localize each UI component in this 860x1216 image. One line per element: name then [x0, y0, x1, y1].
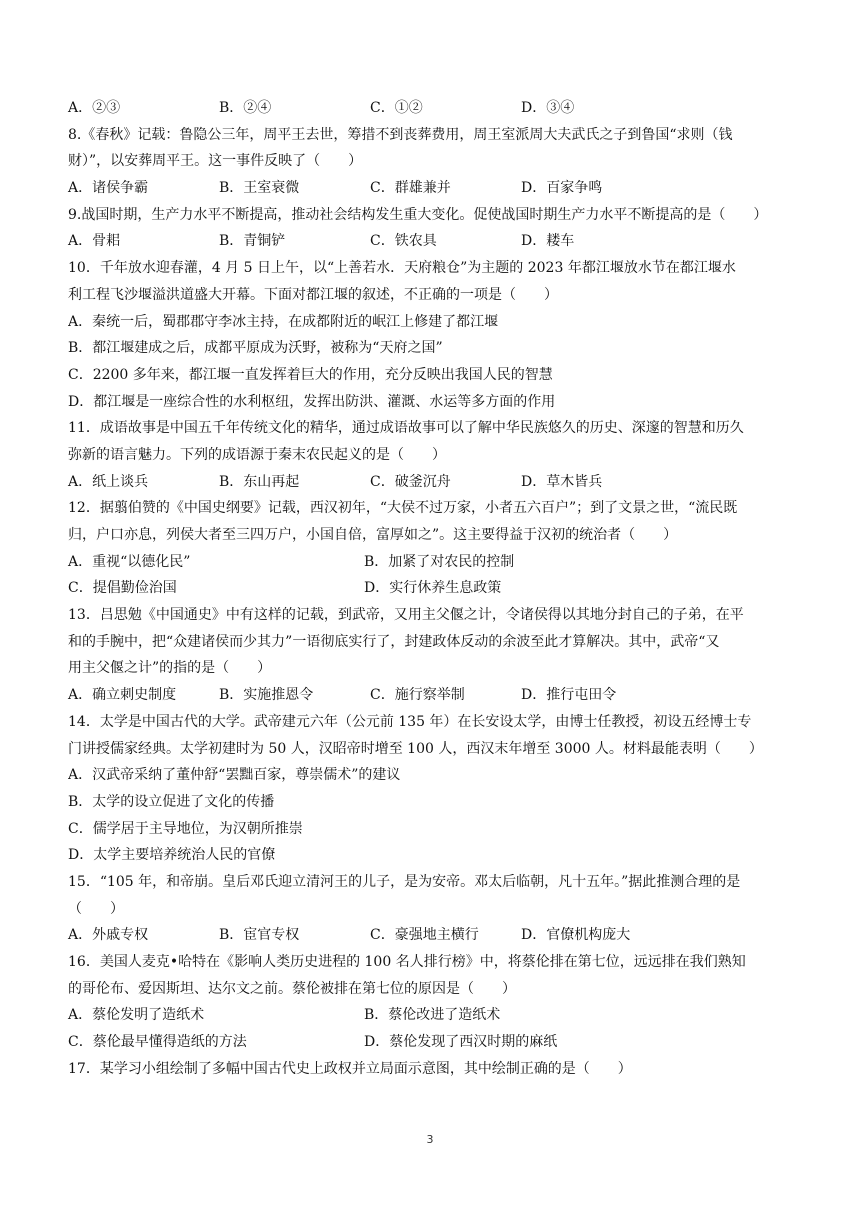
q15-options [68, 922, 796, 949]
q16-options-row-2 [68, 1029, 796, 1056]
q12-stem-line-1: 12．据翦伯赞的《中国史纲要》记载，西汉初年，“大侯不过万家，小者五六百户”；到了文景之世，“流民既 [68, 500, 738, 517]
q7-options [68, 95, 796, 122]
q11-option-d: D．草木皆兵 [521, 473, 603, 490]
q12-stem-line-2: 归，户口亦息，列侯大者至三四万户，小国自倍，富厚如之”。这主要得益于汉初的统治者（ ） [68, 527, 678, 543]
q16-option-a: A．蔡伦发明了造纸术 [68, 1007, 205, 1024]
q9-option-c: C．铁农具 [370, 233, 437, 250]
q7-option-b: B．②④ [219, 100, 272, 116]
q11-stem-line-1: 11．成语故事是中国五千年传统文化的精华，通过成语故事可以了解中华民族悠久的历史、深邃的智慧和历久 [68, 420, 744, 437]
q12-option-d: D．实行休养生息政策 [364, 580, 502, 597]
q12-option-b: B．加紧了对农民的控制 [364, 553, 515, 570]
q11-option-c: C．破釜沉舟 [370, 473, 451, 490]
q11-stem-line-2: 弥新的语言魅力。下列的成语源于秦末农民起义的是（ ） [68, 446, 446, 463]
q16-option-b: B．蔡伦改进了造纸术 [364, 1007, 501, 1024]
q10-option-d: D．都江堰是一座综合性的水利枢纽，发挥出防洪、灌溉、水运等多方面的作用 [68, 393, 556, 410]
q9-option-d: D．耧车 [521, 233, 575, 250]
q17-stem-line-1: 17．某学习小组绘制了多幅中国古代史上政权并立局面示意图，其中绘制正确的是（ ） [68, 1060, 632, 1077]
questions-content [68, 95, 796, 1082]
q10-option-c: C．2200 多年来，都江堰一直发挥着巨大的作用，充分反映出我国人民的智慧 [68, 366, 553, 383]
q7-option-a: A．②③ [68, 100, 121, 116]
q7-option-d: D．③④ [521, 100, 575, 116]
q9-option-b: B．青铜铲 [219, 233, 286, 250]
q13-option-b: B．实施推恩令 [219, 687, 314, 704]
q16-stem-line-2: 的哥伦布、爱因斯坦、达尔文之前。蔡伦被排在第七位的原因是（ ） [68, 980, 516, 997]
q16-option-c: C．蔡伦最早懂得造纸的方法 [68, 1034, 247, 1051]
q12-option-c: C．提倡勤俭治国 [68, 580, 177, 597]
q15-stem-line-1: 15．“105 年，和帝崩。皇后邓氏迎立清河王的儿子，是为安帝。邓太后临朝，凡十五年。”据此推测合理的是 [68, 873, 741, 890]
q8-option-b: B．王室衰微 [219, 180, 300, 197]
q10-option-b: B．都江堰建成之后，成都平原成为沃野，被称为“天府之国” [68, 340, 443, 357]
q16-stem-line-1: 16．美国人麦克•哈特在《影响人类历史进程的 100 名人排行榜》中，将蔡伦排在第七位，远远排在我们熟知 [68, 954, 746, 970]
q11-option-a: A．纸上谈兵 [68, 473, 149, 490]
q14-stem-line-1: 14．太学是中国古代的大学。武帝建元六年（公元前 135 年）在长安设太学，由博士任教授，初设五经博士专 [68, 713, 752, 730]
q13-stem-line-3: 用主父偃之计”的指的是（ ） [68, 660, 272, 677]
q16-option-d: D．蔡伦发现了西汉时期的麻纸 [364, 1034, 558, 1051]
q14-option-d: D．太学主要培养统治人民的官僚 [68, 847, 276, 864]
q12-options-row-2 [68, 575, 796, 602]
q13-options [68, 682, 796, 709]
q11-options [68, 469, 796, 496]
q13-option-a: A．确立刺史制度 [68, 687, 177, 704]
q13-stem-line-2: 和的手腕中，把“众建诸侯而少其力”一语彻底实行了，封建政体反动的余波至此才算解决。其中，武帝“又 [68, 633, 720, 650]
q15-stem-line-2: （ ） [68, 900, 124, 917]
q14-stem-line-2: 门讲授儒家经典。太学初建时为 50 人，汉昭帝时增至 100 人，西汉末年增至 3000 人。材料最能表明（ ） [68, 740, 763, 757]
q10-stem-line-1: 10．千年放水迎春灌，4 月 5 日上午，以“上善若水．天府粮仓”为主题的 2023 年都江堰放水节在都江堰水 [68, 260, 736, 277]
q10-option-a: A．秦统一后，蜀郡郡守李冰主持，在成都附近的岷江上修建了都江堰 [68, 313, 499, 330]
q13-stem-line-1: 13．吕思勉《中国通史》中有这样的记载，到武帝，又用主父偃之计，令诸侯得以其地分封自己的子弟，在平 [68, 607, 744, 624]
q9-options [68, 228, 796, 255]
q15-option-b: B．宦官专权 [219, 927, 300, 944]
q8-option-d: D．百家争鸣 [521, 180, 603, 197]
q12-option-a: A．重视“以德化民” [68, 553, 191, 570]
q13-option-c: C．施行察举制 [370, 687, 465, 704]
q16-options-row-1 [68, 1002, 796, 1029]
q10-stem-line-2: 利工程飞沙堰溢洪道盛大开幕。下面对都江堰的叙述，不正确的一项是（ ） [68, 286, 558, 303]
q8-options [68, 175, 796, 202]
q9-option-a: A．骨耜 [68, 233, 121, 250]
q15-option-c: C．豪强地主横行 [370, 927, 479, 944]
q14-option-c: C．儒学居于主导地位，为汉朝所推崇 [68, 820, 303, 837]
q8-stem-line-2: 财）”，以安葬周平王。这一事件反映了（ ） [68, 153, 363, 170]
q15-option-d: D．官僚机构庞大 [521, 927, 631, 944]
q11-option-b: B．东山再起 [219, 473, 300, 490]
page-number: 3 [426, 1133, 434, 1146]
q9-stem-line-1: 9.战国时期，生产力水平不断提高，推动社会结构发生重大变化。促使战国时期生产力水平不断提高的是（ ） [68, 206, 768, 223]
q14-option-b: B．太学的设立促进了文化的传播 [68, 793, 275, 810]
q12-options-row-1 [68, 549, 796, 576]
q8-option-c: C．群雄兼并 [370, 180, 451, 197]
q13-option-d: D．推行屯田令 [521, 687, 617, 704]
q14-option-a: A．汉武帝采纳了董仲舒“罢黜百家，尊崇儒术”的建议 [68, 767, 401, 784]
q8-option-a: A．诸侯争霸 [68, 180, 149, 197]
q8-stem-line-1: 8.《春秋》记载：鲁隐公三年，周平王去世，筹措不到丧葬费用，周王室派周大夫武氏之子到鲁国“求则（钱 [68, 126, 733, 143]
q15-option-a: A．外戚专权 [68, 927, 149, 944]
q7-option-c: C．①② [370, 100, 423, 116]
